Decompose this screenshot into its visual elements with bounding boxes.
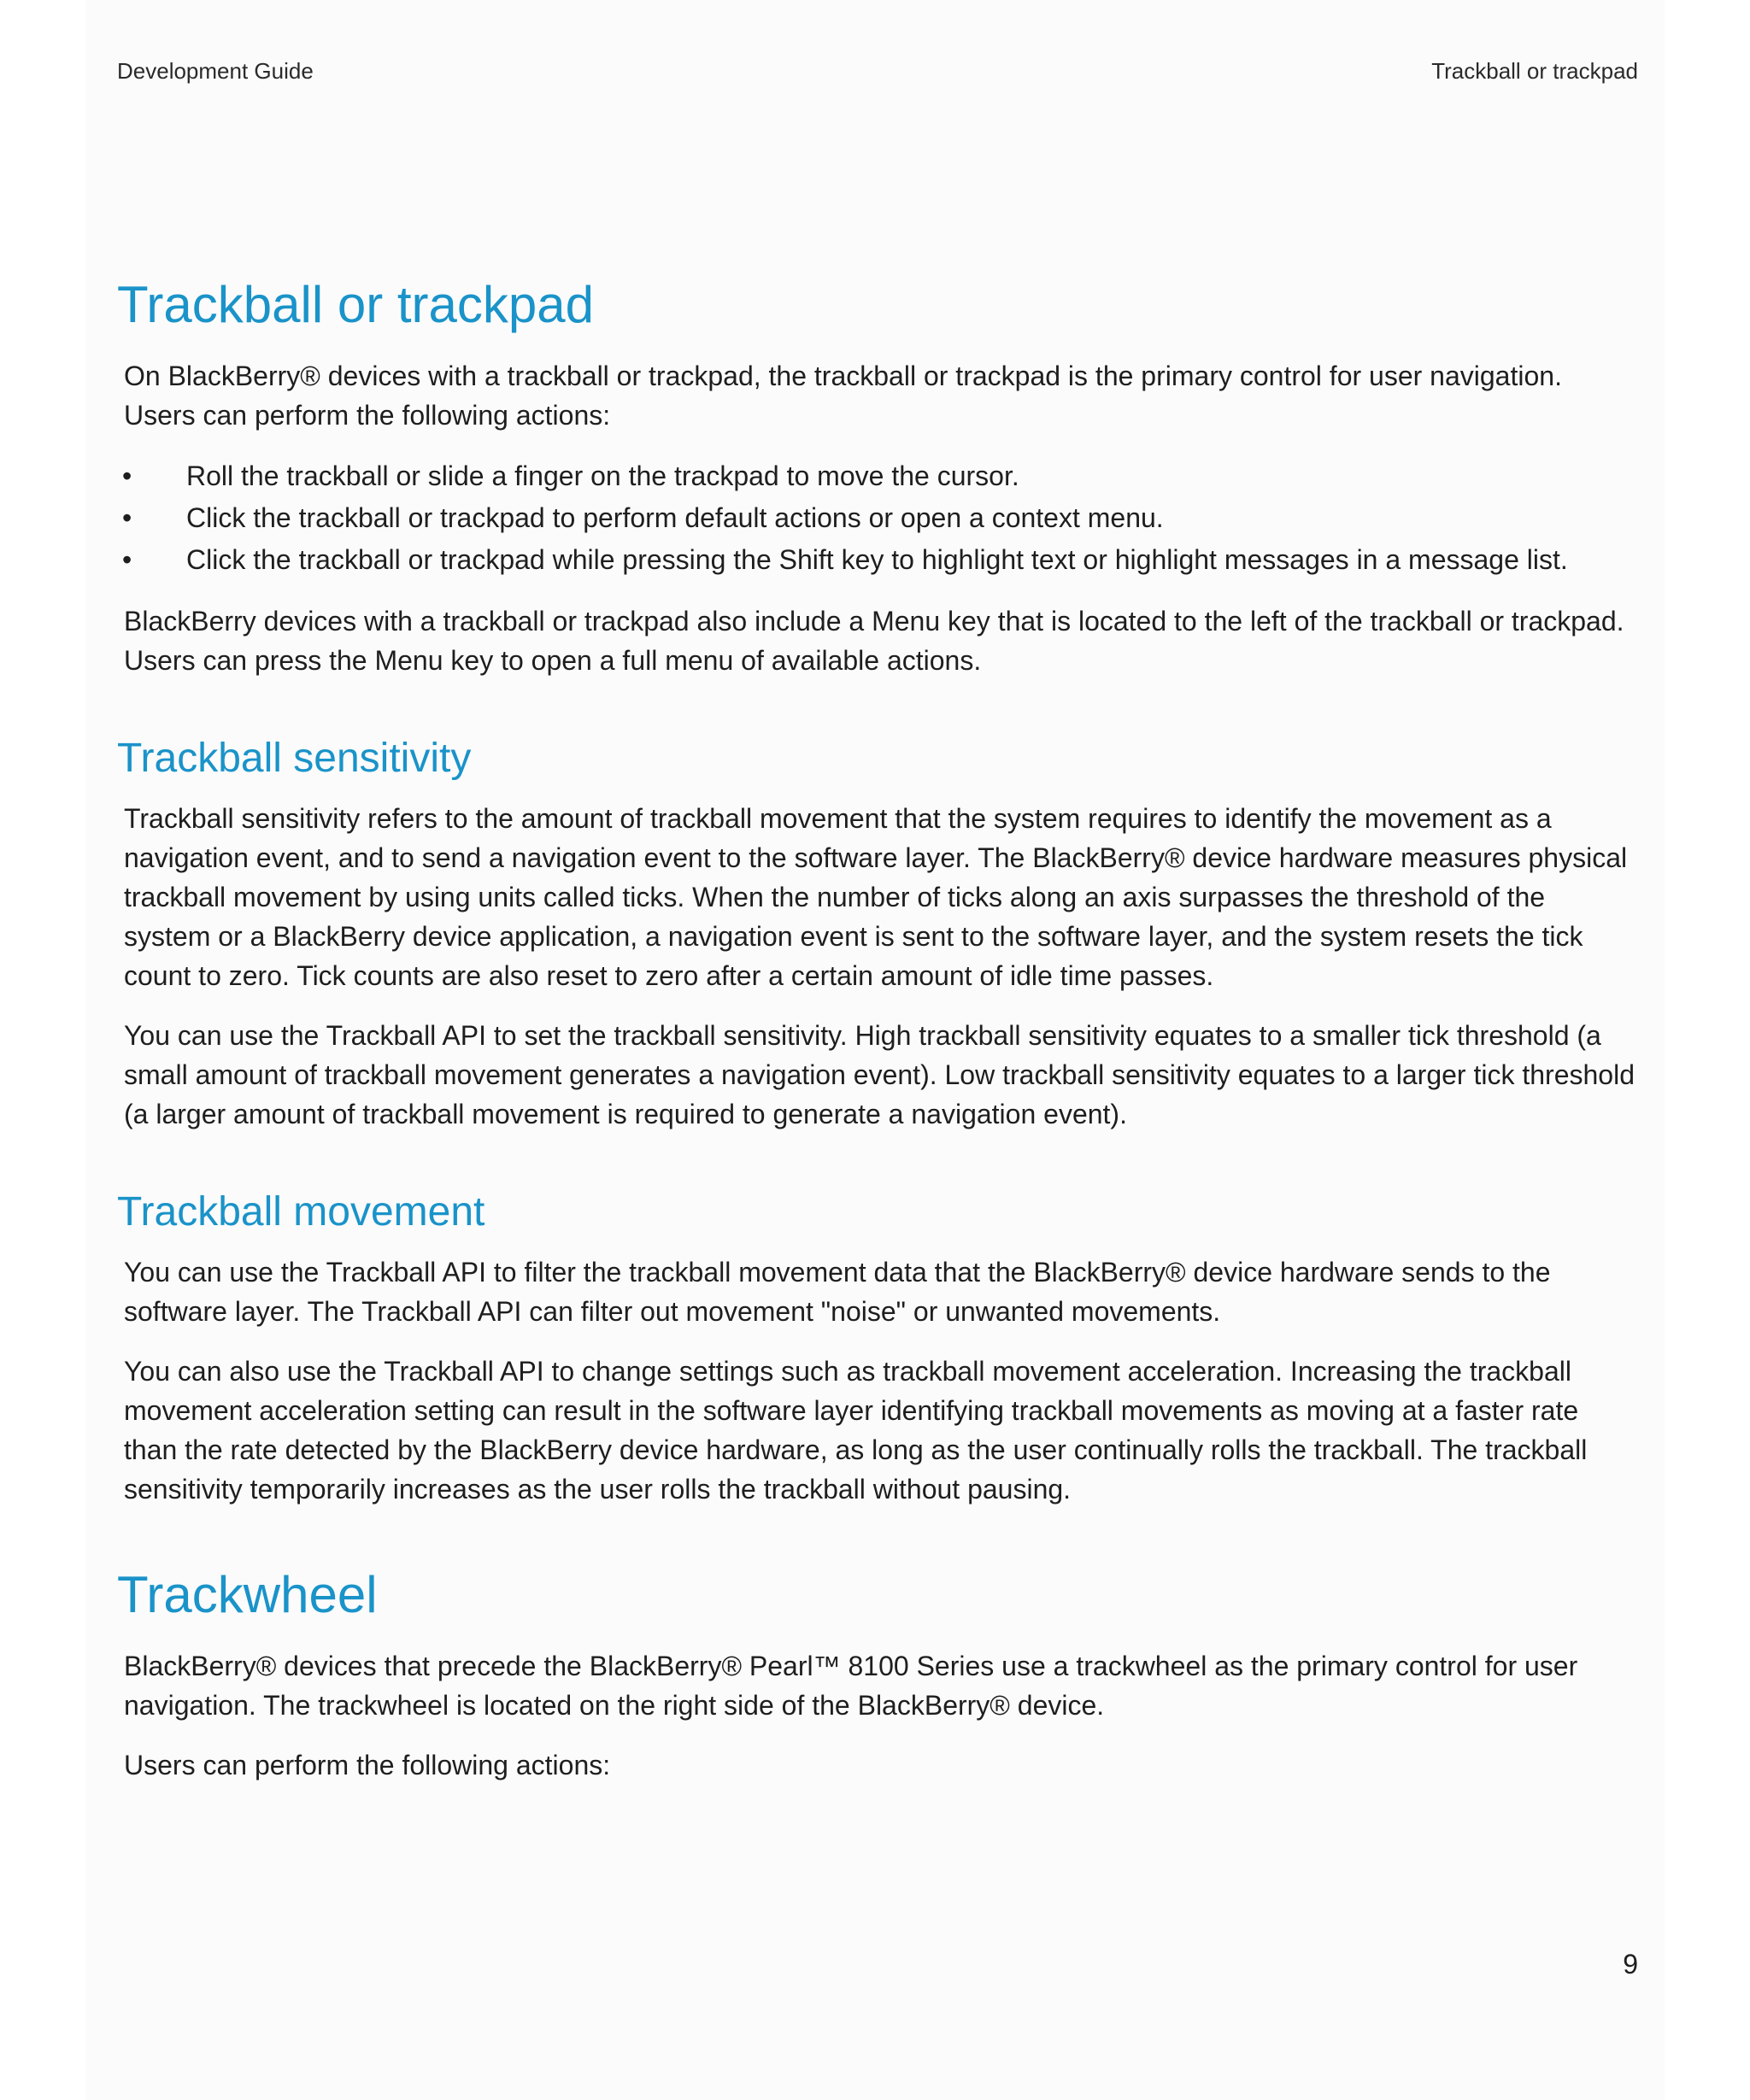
- header-chapter-title: Trackball or trackpad: [1431, 58, 1638, 84]
- paragraph-trackpad-intro: On BlackBerry® devices with a trackball or trackpad, the trackball or trackpad is the primary control for user navigation. Users can perform the following actions:: [124, 361, 1562, 431]
- paragraph-sensitivity-definition: Trackball sensitivity refers to the amount of trackball movement that the system requires to identify the movement as a navigation event, and to send a navigation event to the software layer. The BlackBerry® device hardware measures physical trackball movement by using units called ticks. When the number of ticks along an axis surpasses the threshold of the system or a BlackBerry device application, a navigation event is sent to the software layer, and the system resets the tick count to zero. Tick counts are also reset to zero after a certain amount of idle time passes.: [124, 803, 1628, 992]
- page-number: 9: [1623, 1949, 1638, 1980]
- heading-trackball-sensitivity: Trackball sensitivity: [117, 736, 472, 781]
- bullet-symbol: •: [122, 544, 132, 575]
- heading-trackball-or-trackpad: Trackball or trackpad: [117, 276, 594, 333]
- running-header: [117, 58, 1638, 92]
- paragraph-trackwheel-intro: BlackBerry® devices that precede the BlackBerry® Pearl™ 8100 Series use a trackwheel as the primary control for user navigation. The trackwheel is located on the right side of the BlackBerry® device.: [124, 1651, 1578, 1722]
- list-item-text: Click the trackball or trackpad to perform default actions or open a context menu.: [186, 502, 1164, 533]
- heading-trackball-movement: Trackball movement: [117, 1189, 485, 1235]
- list-item: [117, 497, 1638, 539]
- page-content: [117, 275, 1638, 1805]
- bullet-symbol: •: [122, 502, 132, 533]
- list-item-text: Roll the trackball or slide a finger on the trackpad to move the cursor.: [186, 460, 1019, 491]
- paragraph-trackwheel-actions: Users can perform the following actions:: [124, 1750, 611, 1781]
- list-item: [117, 455, 1638, 497]
- paragraph-menu-key: BlackBerry devices with a trackball or trackpad also include a Menu key that is located to the left of the trackball or trackpad. Users can press the Menu key to open a full menu of available actions.: [124, 606, 1624, 676]
- paragraph-sensitivity-api: You can use the Trackball API to set the trackball sensitivity. High trackball sensitivity equates to a smaller tick threshold (a small amount of trackball movement generates a navigation event). Low trackball sensitivity equates to a larger tick threshold (a larger amount of trackball movement is required to generate a navigation event).: [124, 1020, 1635, 1130]
- paragraph-movement-acceleration: You can also use the Trackball API to change settings such as trackball movement acceleration. Increasing the trackball movement acceleration setting can result in the software layer identifying trackball movements as moving at a faster rate than the rate detected by the BlackBerry device hardware, as long as the user continually rolls the trackball. The trackball sensitivity temporarily increases as the user rolls the trackball without pausing.: [124, 1356, 1588, 1505]
- trackpad-actions-list: [117, 455, 1638, 581]
- list-item: [117, 539, 1638, 581]
- bullet-symbol: •: [122, 460, 132, 491]
- paragraph-movement-filter: You can use the Trackball API to filter the trackball movement data that the BlackBerry® device hardware sends to the software layer. The Trackball API can filter out movement "noise" or unwanted movements.: [124, 1257, 1551, 1328]
- list-item-text: Click the trackball or trackpad while pressing the Shift key to highlight text or highlight messages in a message list.: [186, 544, 1568, 575]
- heading-trackwheel: Trackwheel: [117, 1566, 378, 1624]
- header-guide-title: Development Guide: [117, 58, 314, 84]
